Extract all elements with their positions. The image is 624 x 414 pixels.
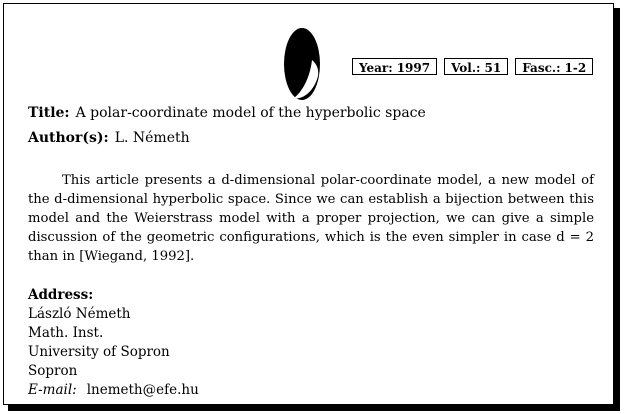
- address-line: Math. Inst.: [28, 325, 104, 341]
- frame-shadow-right: [614, 8, 620, 409]
- journal-logo: [280, 26, 324, 102]
- article-title: [28, 105, 426, 121]
- address-line: University of Sopron: [28, 344, 170, 360]
- email-label: E-mail:: [28, 382, 77, 398]
- address-line: László Németh: [28, 306, 131, 322]
- title-text: A polar-coordinate model of the hyperbolic space: [75, 105, 426, 121]
- fascicle-badge: Fasc.: 1-2: [515, 58, 593, 75]
- frame-shadow-bottom: [8, 405, 620, 411]
- article-authors: [28, 130, 190, 146]
- volume-badge: Vol.: 51: [444, 58, 508, 75]
- year-badge: Year: 1997: [352, 58, 437, 75]
- title-label: Title:: [28, 105, 70, 121]
- address-block: [28, 286, 199, 400]
- email-address[interactable]: lnemeth@efe.hu: [86, 382, 199, 398]
- address-line: Sopron: [28, 363, 78, 379]
- abstract-text: This article presents a d-dimensional polar-coordinate model, a new model of the d-dimensional hyperbolic space. Since we can establish a bijection between this model and the Weierstrass model with a proper projection, we can give a simple discussion of the geometric configurations, which is the even simpler in case d = 2 than in [Wiegand, 1992].: [28, 173, 594, 264]
- article-card: [3, 3, 614, 405]
- abstract: [28, 171, 594, 266]
- author-label: Author(s):: [28, 130, 109, 146]
- issue-info: [352, 58, 593, 75]
- email-line: [28, 381, 199, 400]
- address-heading: Address:: [28, 287, 94, 303]
- author-text: L. Németh: [114, 130, 190, 146]
